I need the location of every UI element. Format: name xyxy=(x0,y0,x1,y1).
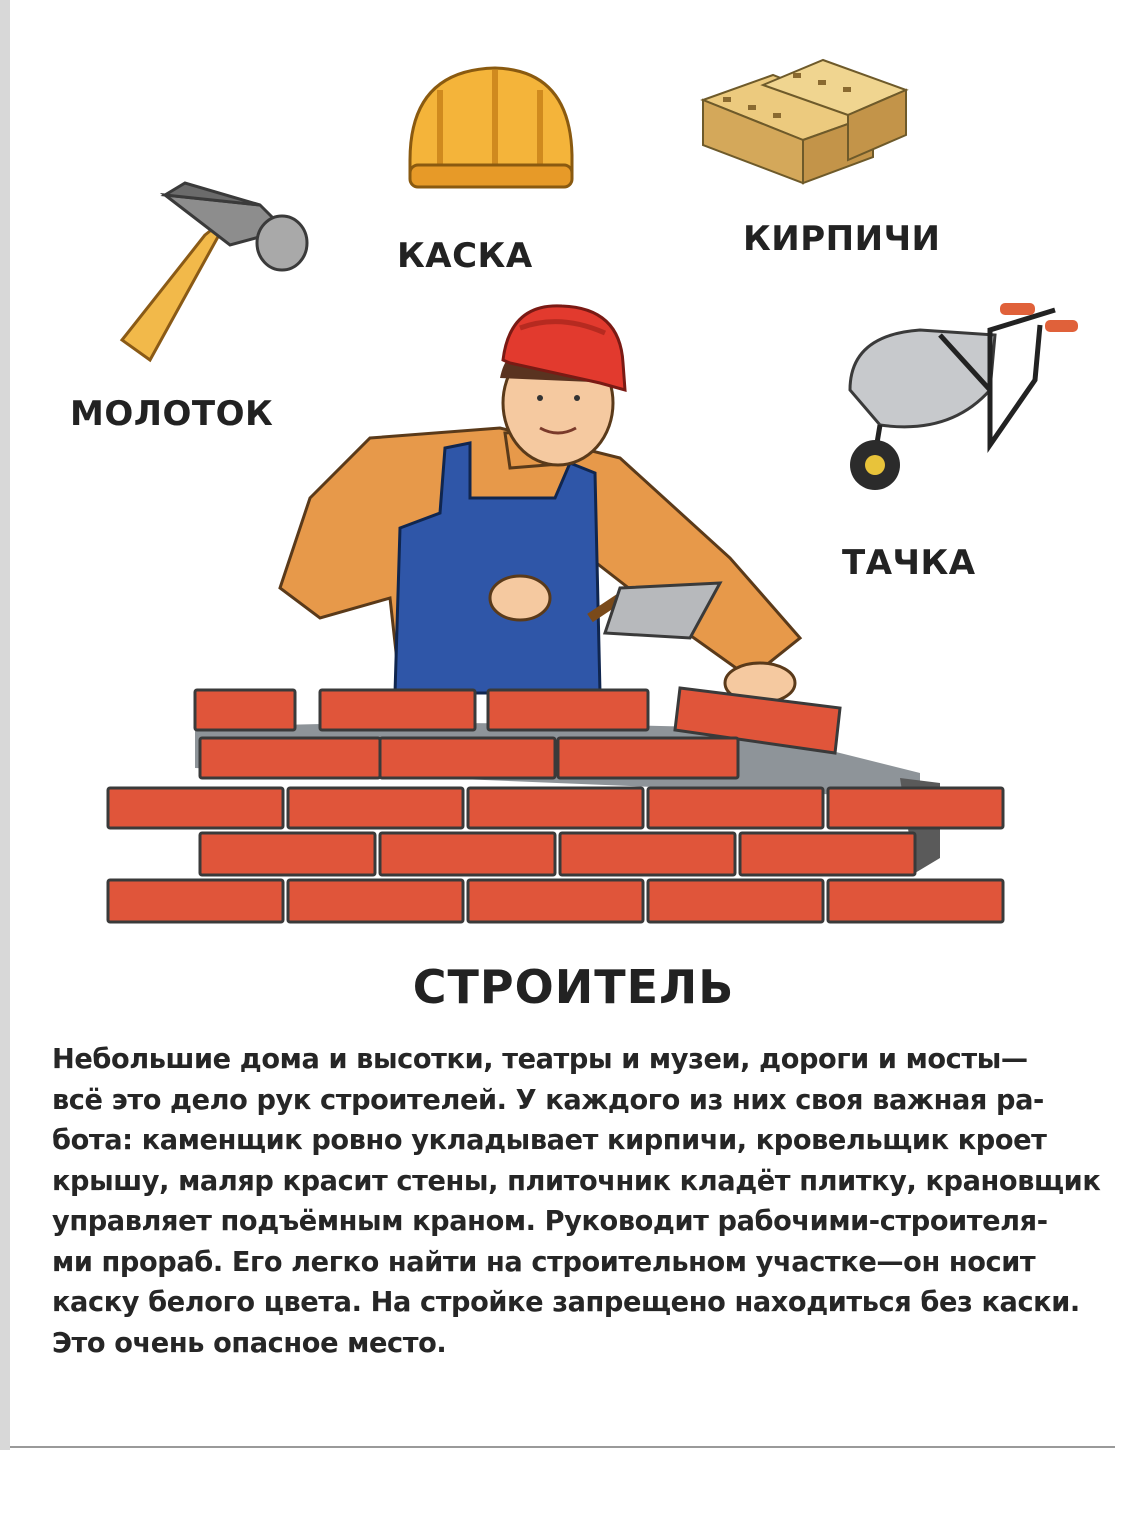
wheelbarrow-label: ТАЧКА xyxy=(842,543,976,583)
body-line: Это очень опасное место. xyxy=(52,1327,447,1359)
body-line: бота: каменщик ровно укладывает кирпичи, кровельщик кроет xyxy=(52,1125,1047,1156)
page-divider xyxy=(10,1446,1115,1448)
body-line: всё это дело рук строителей. У каждого из них своя важная ра- xyxy=(52,1084,1044,1116)
helmet-label: КАСКА xyxy=(397,236,533,276)
body-line: управляет подъёмным краном. Руководит рабочими-строителя- xyxy=(52,1206,1048,1237)
hammer-label: МОЛОТОК xyxy=(70,394,274,434)
body-line: крышу, маляр красит стены, плиточник кладёт плитку, крановщик xyxy=(52,1165,1101,1197)
body-line: ми прораб. Его легко найти на строительном участке—он носит xyxy=(52,1246,1036,1278)
builder-illustration xyxy=(100,298,1010,930)
bricks-label: КИРПИЧИ xyxy=(743,219,941,259)
body-text xyxy=(52,1040,1101,1364)
body-line: Небольшие дома и высотки, театры и музеи, дороги и мосты— xyxy=(52,1044,1028,1075)
page-title: СТРОИТЕЛЬ xyxy=(412,960,735,1014)
bricks-icon xyxy=(698,55,910,185)
helmet-icon xyxy=(400,60,580,200)
scan-left-edge xyxy=(0,0,10,1450)
body-line: каску белого цвета. На стройке запрещено находиться без каски. xyxy=(52,1287,1080,1318)
